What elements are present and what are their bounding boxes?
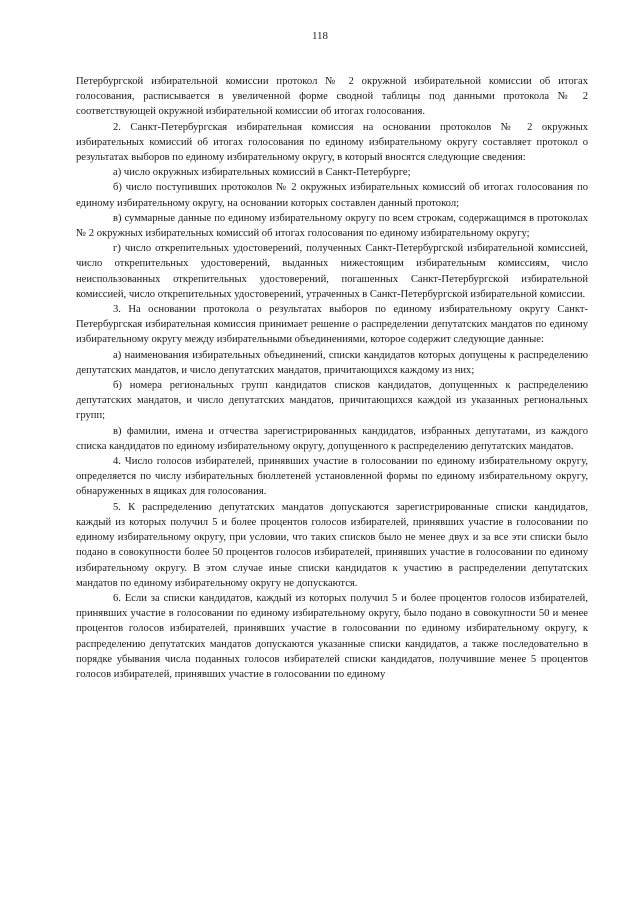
paragraph-5: 5. К распределению депутатских мандатов допускаются зарегистрированные списки кандидатов, каждый из которых получил 5 и более процентов голосов избирателей, принявших участие в голосовании по единому избирательному округу, при условии, что таких списков было не менее двух и за все эти списки было подано в совокупности более 50 процентов голосов избирателей, принявших участие в голосовании по единому избирательному округу. В этом случае иные списки кандидатов к участию в распределении депутатских мандатов по единому избирательному округу не допускаются.	[76, 501, 588, 589]
paragraph-3b: б) номера региональных групп кандидатов списков кандидатов, допущенных к распределению депутатских мандатов, и число депутатских мандатов, причитающихся каждой из указанных региональных групп;	[76, 380, 588, 422]
paragraph-6: 6. Если за списки кандидатов, каждый из которых получил 5 и более процентов голосов избирателей, принявших участие в голосовании по единому избирательному округу, было подано в совокупности 50 и менее процентов голосов избирателей, принявших участие в голосовании по единому избирательному округу, к распределению депутатских мандатов допускаются указанные списки кандидатов, а также последовательно в порядке убывания числа поданных голосов избирателей списки кандидатов, получившие менее 5 процентов голосов избирателей, принявших участие в голосовании по единому	[76, 592, 588, 680]
paragraph-2v: в) суммарные данные по единому избирательному округу по всем строкам, содержащимся в протоколах № 2 окружных избирательных комиссий об итогах голосования по единому избирательному округу;	[76, 212, 588, 240]
paragraph-3a: а) наименования избирательных объединений, списки кандидатов которых допущены к распределению депутатских мандатов, и число депутатских мандатов, причитающихся каждому из них;	[76, 349, 588, 376]
paragraph-3v: в) фамилии, имена и отчества зарегистрированных кандидатов, избранных депутатами, из каждого списка кандидатов по единому избирательному округу, допущенного к распределению депутатских мандатов.	[76, 425, 588, 452]
paragraph-2g: г) число открепительных удостоверений, полученных Санкт-Петербургской избирательной комиссией, число открепительных удостоверений, выданных нижестоящим избирательным комиссиям, число неиспользованных открепительных удостоверений, погашенных Санкт-Петербургской избирательной комиссией, число открепительных удостоверений, утраченных в Санкт-Петербургской избирательной комиссии.	[76, 243, 588, 300]
paragraph-continuation: Петербургской избирательной комиссии протокол № 2 окружной избирательной комиссии об итогах голосования, расписывается в увеличенной форме сводной таблицы под данными протокола № 2 соответствующей окружной избирательной комиссии об итогах голосования.	[76, 76, 588, 118]
page-number: 118	[311, 30, 329, 42]
body-text	[76, 74, 588, 682]
paragraph-3: 3. На основании протокола о результатах выборов по единому избирательному округу Санкт-Петербургская избирательная комиссия принимает решение о распределении депутатских мандатов по единому избирательному округу между избирательными объединениями, которое содержит следующие данные:	[76, 304, 588, 346]
paragraph-4: 4. Число голосов избирателей, принявших участие в голосовании по единому избирательному округу, определяется по числу избирательных бюллетеней установленной формы по единому избирательному округу, обнаруженных в ящиках для голосования.	[76, 456, 588, 498]
paragraph-2b: б) число поступивших протоколов № 2 окружных избирательных комиссий об итогах голосования по единому избирательному округу, на основании которых составлен данный протокол;	[76, 182, 588, 209]
paragraph-2: 2. Санкт-Петербургская избирательная комиссия на основании протоколов № 2 окружных избирательных комиссий об итогах голосования по единому избирательному округу составляет протокол о результатах выборов по единому избирательному округу, в который вносятся следующие сведения:	[76, 121, 588, 164]
paragraph-2a: а) число окружных избирательных комиссий в Санкт-Петербурге;	[113, 167, 411, 179]
